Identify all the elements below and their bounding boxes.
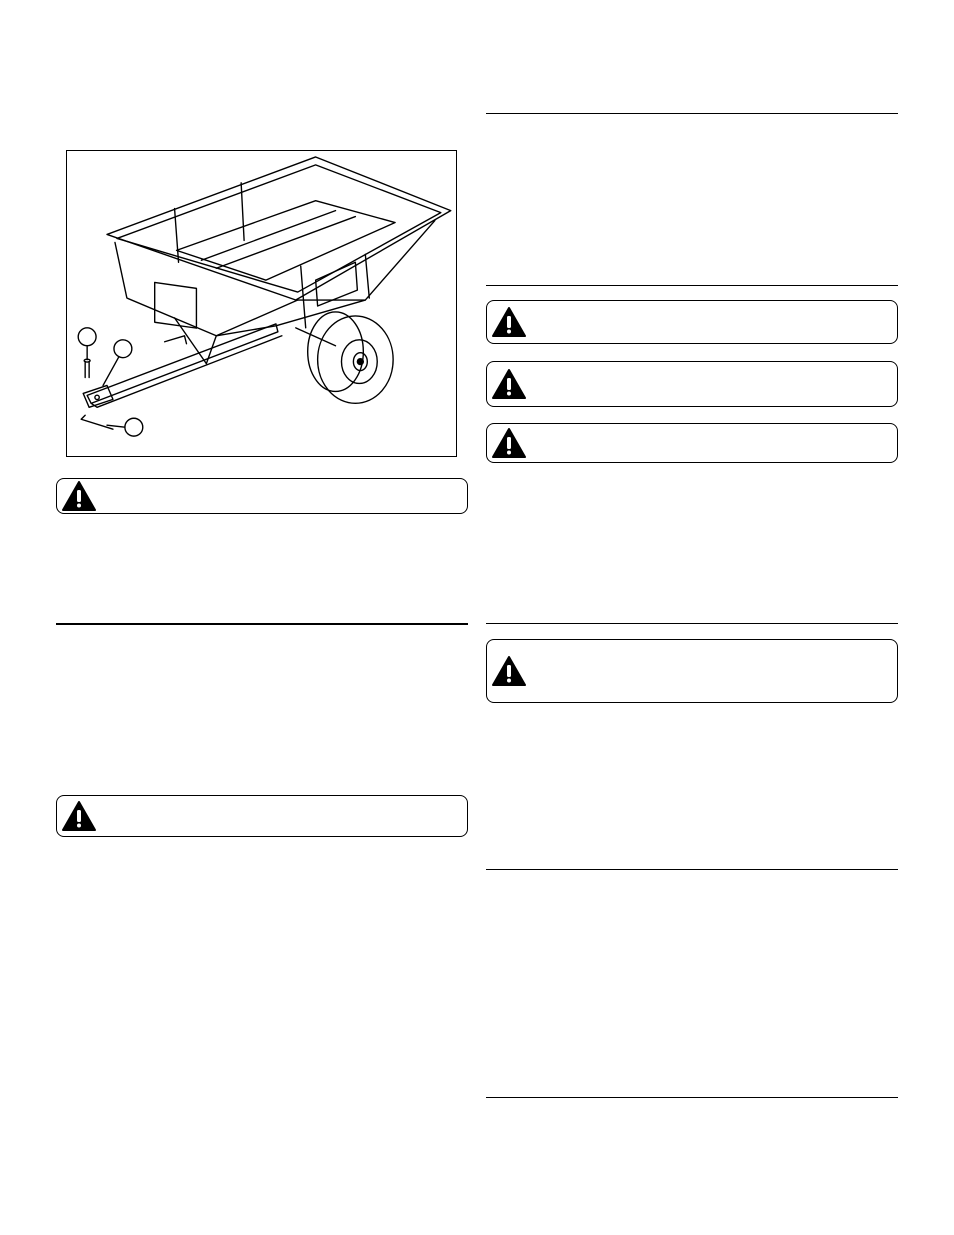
- axle: [296, 328, 336, 346]
- warning-triangle-icon: [61, 480, 97, 512]
- hitch-pin-body: [85, 362, 89, 378]
- floor-ridge: [216, 217, 355, 269]
- warning-box: [486, 639, 898, 703]
- tub-rib: [365, 254, 369, 298]
- callout-2: [103, 340, 132, 386]
- hitch-hole: [95, 395, 99, 399]
- dump-cart-illustration: [67, 151, 456, 456]
- warning-box: [56, 478, 468, 514]
- section-divider: [486, 623, 898, 624]
- warning-triangle-icon: [61, 800, 97, 832]
- section-divider: [486, 285, 898, 286]
- section-divider: [486, 113, 898, 114]
- hairpin-clip: [81, 415, 113, 429]
- hitch-clip: [165, 336, 187, 344]
- wheel-axle: [357, 359, 363, 365]
- warning-triangle-icon: [491, 368, 527, 400]
- tub-front-wall: [115, 242, 298, 335]
- section-divider: [486, 869, 898, 870]
- section-divider: [56, 623, 468, 625]
- warning-triangle-icon: [491, 306, 527, 338]
- callout-3: [107, 418, 143, 436]
- warning-triangle-icon: [491, 427, 527, 459]
- tub-front-panel: [155, 283, 197, 329]
- warning-box: [486, 423, 898, 463]
- cart-assembly-figure: [66, 150, 457, 457]
- warning-box: [486, 361, 898, 407]
- tub-rim-inner: [117, 165, 441, 292]
- section-divider: [486, 1097, 898, 1098]
- warning-box: [486, 300, 898, 344]
- warning-box: [56, 795, 468, 837]
- tub-floor: [177, 201, 396, 280]
- callout-1: [78, 328, 96, 360]
- warning-triangle-icon: [491, 655, 527, 687]
- wheel-tire-back: [308, 312, 364, 391]
